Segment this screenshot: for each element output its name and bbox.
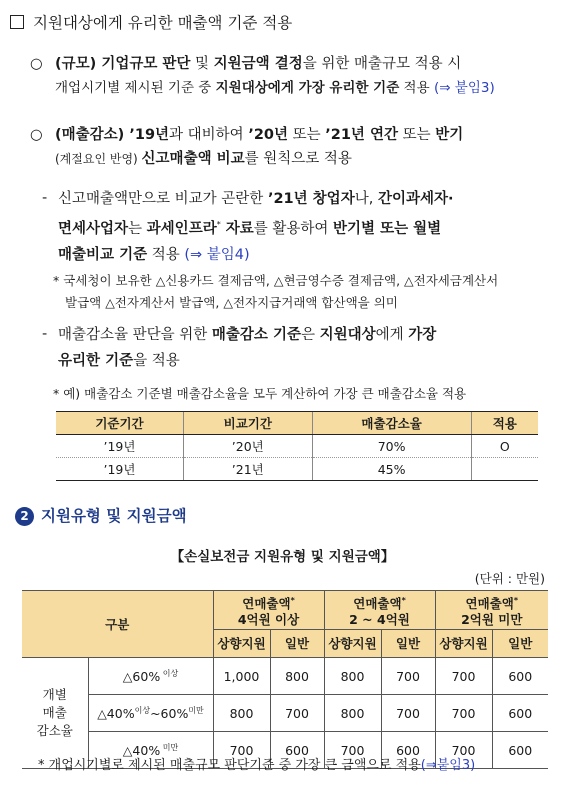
bullet-circle-icon: ○ (30, 127, 43, 143)
decrease-example-table (56, 411, 538, 481)
dash-marker: - (42, 190, 48, 206)
table-row: ’19년 ’21년 45% (56, 458, 538, 481)
page-title: 지원대상에게 유리한 매출액 기준 적용 (10, 11, 292, 33)
note-tax-infra: * 국세청이 보유한 △신용카드 결제금액, △현금영수증 결제금액, △전자세금계산서 발급액 △전자계산서 발급액, △전자지급거래액 합산액을 의미 (53, 273, 499, 310)
table-row: △40% $^{미만}$ 700 600 700 600 700 600 (22, 732, 548, 769)
annex4-link[interactable]: (⇒ 붙임4) (184, 246, 250, 263)
column-header: 적용 (471, 412, 538, 435)
table-caption: 【손실보전금 지원유형 및 지원금액】 (170, 549, 395, 565)
dash-decrease-basis: 매출감소율 판단을 위한 매출감소 기준은 지원대상에게 가장 유리한 기준을 적용 (58, 327, 437, 369)
corner-header: 구분 (22, 591, 213, 658)
group-header: 연매출액* 4억원 이상 (213, 591, 324, 630)
annex3-link[interactable]: (⇒ 붙임3) (433, 80, 495, 96)
section-heading: 2 지원유형 및 지원금액 (15, 504, 187, 526)
bullet-circle-icon: ○ (30, 56, 43, 72)
row-group-header: 개별 매출 감소율 (22, 658, 88, 769)
checkbox-icon (10, 15, 24, 29)
unit-label: (단위 : 만원) (474, 571, 545, 586)
column-header: 기준기간 (56, 412, 183, 435)
group-header: 연매출액* 2 ~ 4억원 (324, 591, 435, 630)
bullet-sales-decrease: (매출감소) ’19년과 대비하여 ’20년 또는 ’21년 연간 또는 반기 (계절요인 반영) 신고매출액 비교를 원칙으로 적용 (55, 127, 464, 167)
dash-startup-infra: 신고매출액만으로 비교가 곤란한 ’21년 창업자나, 간이과세자· 면세사업자는 과세인프라* 자료를 활용하여 반기별 또는 월별 매출비교 기준 적용 (⇒ 붙임4) (58, 191, 454, 263)
table-row: ’19년 ’20년 70% O (56, 435, 538, 458)
support-amount-table (22, 590, 548, 769)
row-label: △60% $^{이상}$ (88, 658, 213, 695)
footnote: * 개업시기별로 제시된 매출규모 판단기준 중 가장 큰 금액으로 적용(⇒붙임3) (38, 758, 476, 773)
row-label: △40%$^{이상}$~60%$^{미만}$ (88, 695, 213, 732)
table-row: 개별 매출 감소율 △60% $^{이상}$ 1,000 800 800 700 700 600 (22, 658, 548, 695)
bullet-scale: (규모) 기업규모 판단 및 지원금액 결정을 위한 매출규모 적용 시 개업시기별 제시된 기준 중 지원대상에게 가장 유리한 기준 적용 (⇒ 붙임3) (55, 56, 495, 96)
group-header: 연매출액* 2억원 미만 (435, 591, 548, 630)
section-number-badge: 2 (15, 507, 34, 526)
table-header-row (56, 412, 538, 435)
row-label: △40% $^{미만}$ (88, 732, 213, 769)
note-example: * 예) 매출감소 기준별 매출감소율을 모두 계산하여 가장 큰 매출감소율 적용 (53, 386, 467, 401)
annex3-link[interactable]: (⇒붙임3) (420, 758, 476, 773)
column-header: 비교기간 (183, 412, 312, 435)
column-header: 매출감소율 (312, 412, 471, 435)
table-subheader-row: 상향지원 일반 상향지원 일반 상향지원 일반 (22, 630, 548, 658)
table-row: △40%$^{이상}$~60%$^{미만}$ 800 700 800 700 700 600 (22, 695, 548, 732)
dash-marker: - (42, 326, 48, 342)
table-header-row (22, 591, 548, 630)
